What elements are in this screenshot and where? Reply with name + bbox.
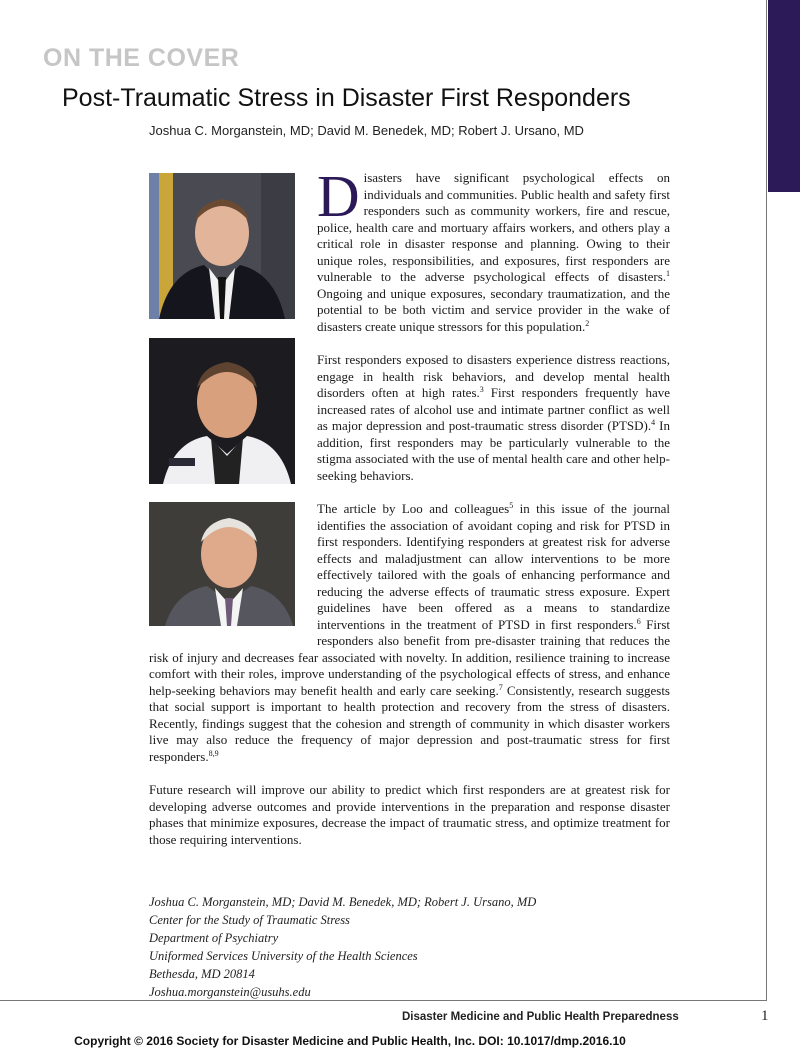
page-number: 1 — [761, 1008, 769, 1024]
affiliation-block — [149, 893, 536, 1001]
affiliation-department: Department of Psychiatry — [149, 931, 279, 945]
paragraph-4 — [149, 782, 670, 848]
photo-column-spacer — [149, 170, 317, 648]
section-kicker: ON THE COVER — [43, 44, 240, 72]
citation-ref: 3 — [479, 385, 484, 394]
paragraph-2-text-2: First responders frequently have increased rates of alcohol use and intimate partner conflict as well as major depression and post-traumatic stress disorder (PTSD). — [317, 385, 670, 433]
copyright-line: Copyright © 2016 Society for Disaster Medicine and Public Health, Inc. DOI: 10.1017/dmp.2016.10 — [74, 1034, 626, 1048]
affiliation-names: Joshua C. Morganstein, MD; David M. Benedek, MD; Robert J. Ursano, MD — [149, 895, 537, 909]
journal-name: Disaster Medicine and Public Health Preparedness — [402, 1011, 679, 1023]
citation-ref: 4 — [651, 418, 656, 427]
paragraph-1-text: isasters have significant psychological effects on individuals and communities. Public health and safety first responders such as community workers, fire and rescue, police, health care and mortuary affairs workers, and others play a critical role in disaster response and planning. Owing to their unique roles, responsibilities, and exposures, first responders are vulnerable to the adverse psychological effects of disasters. — [317, 170, 670, 284]
affiliation-center: Center for the Study of Traumatic Stress — [149, 913, 350, 927]
paragraph-3-text-3: First responders also benefit from pre-disaster training that reduces the risk of injury and decreases fear associated with novelty. In addition, resilience training to increase comfort with their roles, improve understanding of the psychological effects of stress, and enhance help-seeking behaviors may benefit health and early care seeking. — [149, 616, 670, 698]
paragraph-2-text-3: In addition, first responders may be particularly vulnerable to the stigma associated with the use of mental health care and other help-seeking behaviors. — [317, 418, 670, 483]
paragraph-2-text: First responders exposed to disasters experience distress reactions, engage in health risk behaviors, and develop mental health disorders often at high rates. — [317, 352, 670, 400]
section-color-tab — [768, 0, 800, 192]
footer-rule — [0, 1000, 767, 1001]
drop-cap: D — [317, 163, 360, 229]
paragraph-1-text-2: Ongoing and unique exposures, secondary traumatization, and the potential to be both victim and service provider in the wake of disasters create unique stressors for this population. — [317, 285, 670, 334]
citation-ref: 6 — [636, 616, 641, 626]
citation-ref: 2 — [585, 318, 590, 328]
citation-ref: 7 — [498, 682, 503, 692]
paragraph-3-text: The article by Loo and colleagues — [317, 501, 510, 516]
citation-ref: 1 — [666, 269, 670, 278]
affiliation-city: Bethesda, MD 20814 — [149, 967, 255, 981]
article-body — [149, 163, 670, 865]
paragraph-4-text: Future research will improve our ability to predict which first responders are at greatest risk for developing adverse outcomes and provide interventions in the preparation and response disaster phases that minimize exposures, decrease the impact of traumatic stress, and optimize treatment for those requiring interventions. — [149, 782, 670, 847]
paragraph-3-text-2: in this issue of the journal identifies the association of avoidant coping and risk for PTSD in first responders. Identifying responders at greatest risk for adverse effects and maladjustment can allow interventions to be more effectively tailored with the goals of enhancing performance and reducing the adverse effects of traumatic stress exposure. Expert guidelines have been offered as a means to standardize interventions in the treatment of PTSD in first responders. — [317, 501, 670, 632]
side-rule — [766, 0, 767, 1000]
citation-ref: 5 — [509, 501, 514, 510]
article-title: Post-Traumatic Stress in Disaster First Responders — [62, 84, 631, 112]
affiliation-email: Joshua.morganstein@usuhs.edu — [149, 985, 311, 999]
citation-ref: 8,9 — [208, 748, 219, 758]
author-line: Joshua C. Morganstein, MD; David M. Benedek, MD; Robert J. Ursano, MD — [149, 123, 584, 138]
paragraph-3-text-4: Consistently, research suggests that social support is important to health protection and recovery from the stress of disasters. Recently, findings suggest that the cohesion and strength of community in which disaster workers live may also reduce the frequency of major depression and post-traumatic stress for first responders. — [149, 682, 670, 764]
affiliation-university: Uniformed Services University of the Health Sciences — [149, 949, 418, 963]
